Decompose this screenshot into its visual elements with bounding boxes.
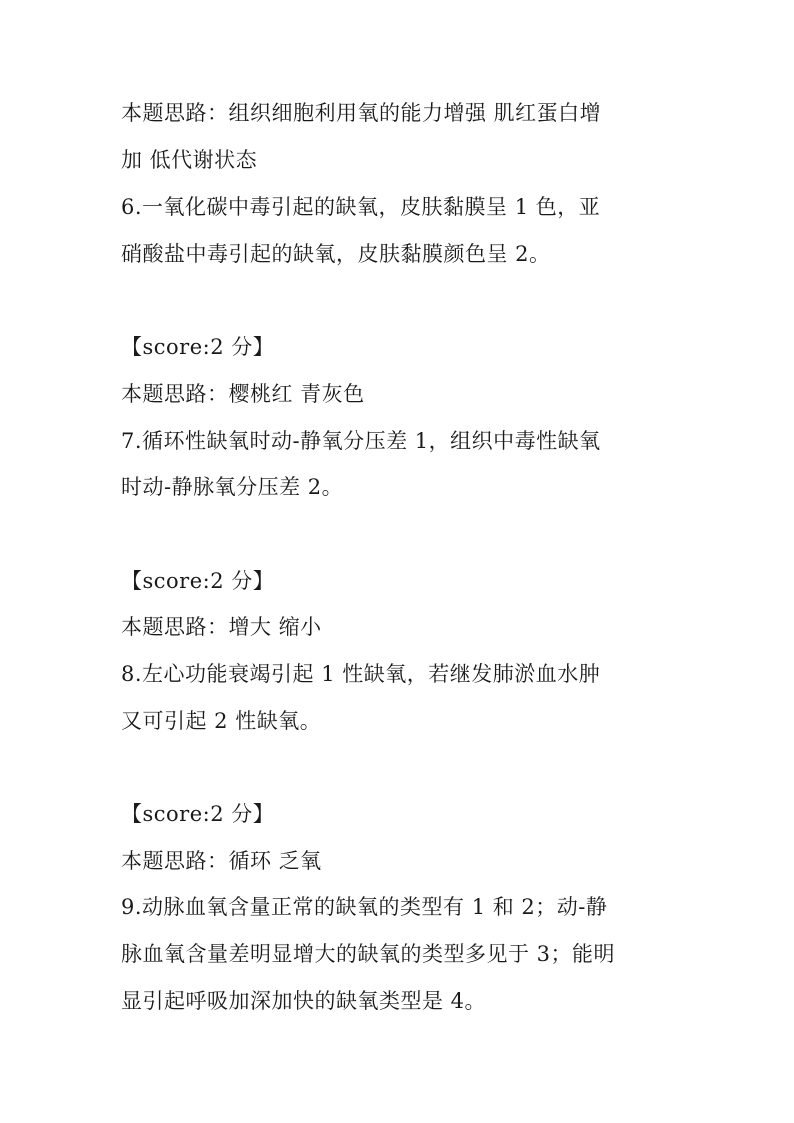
answer-explanation-6: 本题思路：樱桃红 青灰色: [121, 382, 365, 406]
question-9-cont-2: 显引起呼吸加深加快的缺氧类型是 4。: [121, 989, 487, 1013]
question-7-cont: 时动-静脉氧分压差 2。: [121, 475, 344, 499]
answer-explanation-5: 本题思路：组织细胞利用氧的能力增强 肌红蛋白增: [121, 101, 602, 125]
question-9-cont: 脉血氧含量差明显增大的缺氧的类型多见于 3；能明: [121, 942, 616, 966]
score-label-6: 【score:2 分】: [121, 335, 275, 359]
question-9: 9.动脉血氧含量正常的缺氧的类型有 1 和 2；动-静: [121, 895, 608, 919]
answer-explanation-5-cont: 加 低代谢状态: [121, 148, 258, 172]
answer-explanation-7: 本题思路：增大 缩小: [121, 615, 322, 639]
answer-explanation-8: 本题思路：循环 乏氧: [121, 849, 322, 873]
question-6: 6.一氧化碳中毒引起的缺氧，皮肤黏膜呈 1 色，亚: [121, 195, 601, 219]
question-7: 7.循环性缺氧时动-静氧分压差 1，组织中毒性缺氧: [121, 429, 601, 453]
question-8: 8.左心功能衰竭引起 1 性缺氧，若继发肺淤血水肿: [121, 662, 601, 686]
score-label-8: 【score:2 分】: [121, 802, 275, 826]
question-8-cont: 又可引起 2 性缺氧。: [121, 709, 322, 733]
score-label-7: 【score:2 分】: [121, 569, 275, 593]
question-6-cont: 硝酸盐中毒引起的缺氧，皮肤黏膜颜色呈 2。: [121, 242, 551, 266]
